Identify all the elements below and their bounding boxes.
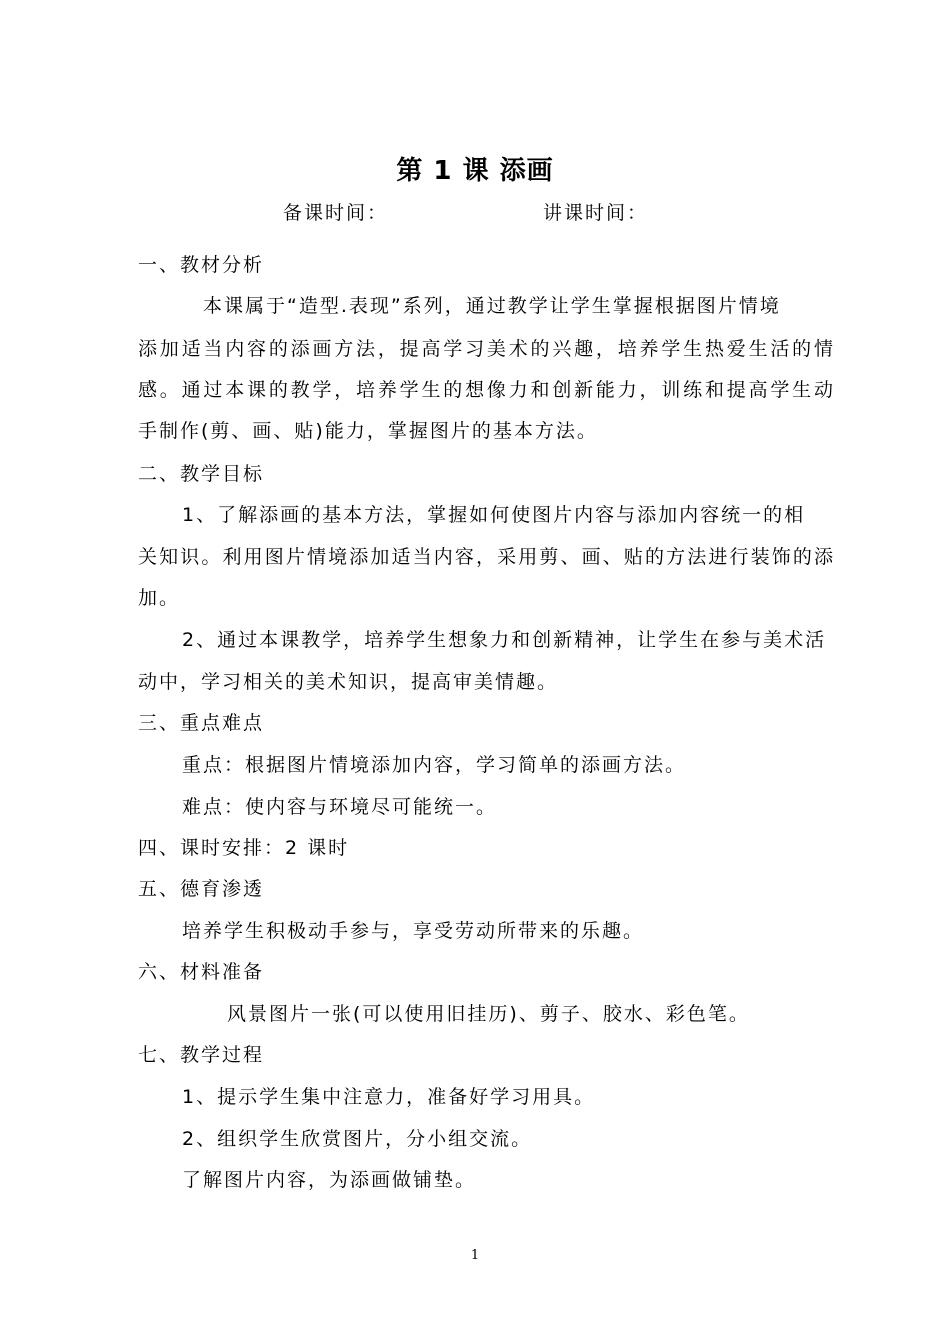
paragraph-line: 培养学生积极动手参与，享受劳动所带来的乐趣。 [182, 920, 645, 942]
paragraph-line: 风景图片一张(可以使用旧挂历)、剪子、胶水、彩色笔。 [227, 1003, 750, 1025]
key-point-line: 重点：根据图片情境添加内容，学习简单的添画方法。 [182, 754, 687, 776]
paragraph-line: 2、通过本课教学，培养学生想象力和创新精神，让学生在参与美术活 [182, 629, 827, 651]
section-heading-schedule: 四、课时安排：2 课时 [138, 837, 350, 859]
paragraph-line: 了解图片内容，为添画做铺垫。 [182, 1169, 477, 1191]
prep-time-label: 备课时间： [283, 202, 389, 224]
paragraph-line: 感。通过本课的教学，培养学生的想像力和创新能力，训练和提高学生动 [138, 379, 834, 401]
section-heading-moral-education: 五、德育渗透 [138, 878, 265, 900]
section-heading-process: 七、教学过程 [138, 1044, 265, 1066]
paragraph-line: 1、了解添画的基本方法，掌握如何使图片内容与添加内容统一的相 [182, 504, 806, 526]
lesson-title: 第 1 课 添画 [396, 156, 554, 186]
section-heading-analysis: 一、教材分析 [138, 254, 265, 276]
paragraph-line: 手制作(剪、画、贴)能力，掌握图片的基本方法。 [138, 420, 598, 442]
paragraph-line: 本课属于“造型.表现”系列，通过教学让学生掌握根据图片情境 [203, 295, 781, 317]
difficulty-line: 难点：使内容与环境尽可能统一。 [182, 796, 498, 818]
paragraph-line: 添加适当内容的添画方法，提高学习美术的兴趣，培养学生热爱生活的情 [138, 338, 834, 360]
section-heading-key-points: 三、重点难点 [138, 712, 265, 734]
paragraph-line: 关知识。利用图片情境添加适当内容，采用剪、画、贴的方法进行装饰的添 [138, 546, 834, 568]
paragraph-line: 加。 [138, 587, 181, 609]
page-number: 1 [470, 1248, 480, 1263]
paragraph-line: 动中，学习相关的美术知识，提高审美情趣。 [138, 671, 559, 693]
paragraph-line: 2、组织学生欣赏图片，分小组交流。 [182, 1128, 533, 1150]
paragraph-line: 1、提示学生集中注意力，准备好学习用具。 [182, 1086, 596, 1108]
section-heading-objectives: 二、教学目标 [138, 463, 265, 485]
section-heading-materials: 六、材料准备 [138, 961, 265, 983]
lecture-time-label: 讲课时间： [543, 202, 649, 224]
